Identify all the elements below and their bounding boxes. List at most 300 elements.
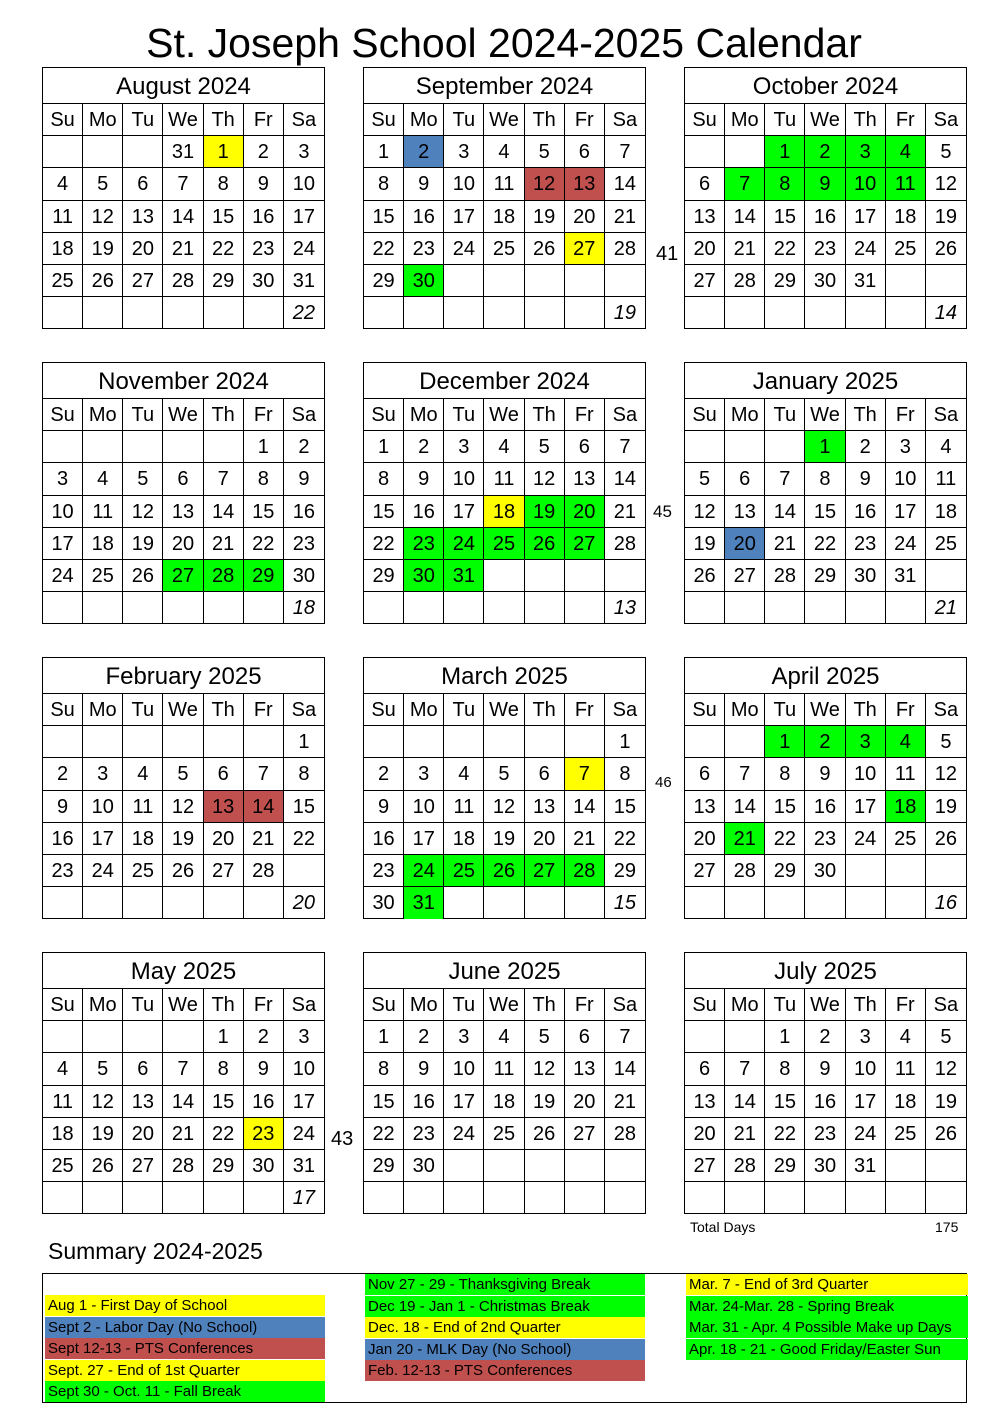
day-cell: 8 <box>765 1053 805 1085</box>
weekday-header: Tu <box>444 694 484 726</box>
day-cell: 17 <box>444 201 484 233</box>
month-title: February 2025 <box>43 658 324 694</box>
empty-cell <box>43 592 83 624</box>
day-cell: 11 <box>43 201 83 233</box>
day-cell: 30 <box>404 265 444 297</box>
weekday-header: Th <box>846 399 886 431</box>
weekday-header: Mo <box>83 694 123 726</box>
empty-cell <box>725 887 765 919</box>
legend-item: Aug 1 - First Day of School <box>45 1295 325 1316</box>
legend-item: Jan 20 - MLK Day (No School) <box>365 1339 645 1360</box>
empty-cell <box>886 297 926 329</box>
day-cell: 17 <box>444 1086 484 1118</box>
empty-cell <box>484 1182 524 1214</box>
legend-item: Nov 27 - 29 - Thanksgiving Break <box>365 1274 645 1295</box>
day-cell <box>163 1021 203 1053</box>
day-cell: 23 <box>284 528 324 560</box>
day-cell: 14 <box>605 168 645 200</box>
day-cell: 8 <box>805 463 845 495</box>
empty-cell <box>163 1182 203 1214</box>
weekday-header: We <box>163 694 203 726</box>
day-cell: 11 <box>926 463 966 495</box>
day-cell: 19 <box>83 233 123 265</box>
empty-cell <box>765 887 805 919</box>
day-cell: 25 <box>123 855 163 887</box>
weekday-header: Tu <box>444 104 484 136</box>
day-cell: 12 <box>685 496 725 528</box>
day-cell: 23 <box>805 233 845 265</box>
weekday-header: Sa <box>284 399 324 431</box>
empty-cell <box>404 1182 444 1214</box>
empty-cell <box>725 592 765 624</box>
day-cell <box>725 1021 765 1053</box>
day-cell <box>484 1150 524 1182</box>
day-cell: 18 <box>886 201 926 233</box>
day-cell: 26 <box>525 1118 565 1150</box>
day-cell: 22 <box>765 233 805 265</box>
weekday-header: We <box>805 399 845 431</box>
day-cell <box>43 1021 83 1053</box>
day-cell: 4 <box>484 1021 524 1053</box>
empty-cell <box>43 887 83 919</box>
day-cell: 25 <box>886 1118 926 1150</box>
day-cell <box>565 726 605 758</box>
month-calendar <box>42 67 325 329</box>
day-cell: 28 <box>725 1150 765 1182</box>
day-cell: 2 <box>846 431 886 463</box>
weekday-header: Th <box>525 989 565 1021</box>
empty-cell <box>565 592 605 624</box>
day-cell: 8 <box>284 758 324 790</box>
day-cell: 13 <box>565 463 605 495</box>
day-cell: 22 <box>364 1118 404 1150</box>
day-cell: 22 <box>284 823 324 855</box>
day-cell: 25 <box>444 855 484 887</box>
empty-cell <box>484 592 524 624</box>
day-cell: 24 <box>404 855 444 887</box>
day-cell: 10 <box>404 791 444 823</box>
page-title: St. Joseph School 2024-2025 Calendar <box>146 20 862 66</box>
day-cell: 20 <box>204 823 244 855</box>
day-cell: 29 <box>364 560 404 592</box>
day-cell <box>444 726 484 758</box>
legend-item: Feb. 12-13 - PTS Conferences <box>365 1360 645 1381</box>
month-title: December 2024 <box>364 363 645 399</box>
day-cell: 2 <box>404 136 444 168</box>
month-title: March 2025 <box>364 658 645 694</box>
day-cell: 15 <box>364 201 404 233</box>
day-cell: 25 <box>886 823 926 855</box>
month-total-days: 14 <box>934 302 958 325</box>
weekday-header: Sa <box>605 399 645 431</box>
day-cell: 27 <box>565 233 605 265</box>
day-cell: 7 <box>204 463 244 495</box>
day-cell <box>484 560 524 592</box>
day-cell: 7 <box>605 431 645 463</box>
month-title: August 2024 <box>43 68 324 104</box>
month-total-days: 16 <box>934 892 958 915</box>
month-title: January 2025 <box>685 363 966 399</box>
day-cell: 19 <box>926 1086 966 1118</box>
day-cell: 22 <box>765 823 805 855</box>
day-cell: 7 <box>725 168 765 200</box>
weekday-header: Fr <box>565 104 605 136</box>
day-cell: 24 <box>284 1118 324 1150</box>
day-cell: 6 <box>565 1021 605 1053</box>
day-cell: 4 <box>444 758 484 790</box>
day-cell: 21 <box>605 496 645 528</box>
day-cell <box>685 136 725 168</box>
weekday-header: Sa <box>605 989 645 1021</box>
day-cell: 28 <box>565 855 605 887</box>
day-cell: 7 <box>565 758 605 790</box>
day-cell: 29 <box>605 855 645 887</box>
day-cell <box>926 265 966 297</box>
day-cell: 24 <box>846 233 886 265</box>
day-cell: 26 <box>83 265 123 297</box>
day-cell: 12 <box>123 496 163 528</box>
day-cell: 28 <box>605 1118 645 1150</box>
day-cell: 1 <box>204 1021 244 1053</box>
empty-cell <box>204 592 244 624</box>
day-cell: 23 <box>404 233 444 265</box>
day-cell: 16 <box>404 496 444 528</box>
day-cell <box>926 855 966 887</box>
weekday-header: Th <box>204 104 244 136</box>
weekday-header: Mo <box>404 694 444 726</box>
day-cell <box>404 726 444 758</box>
day-cell: 27 <box>123 1150 163 1182</box>
day-cell <box>123 1021 163 1053</box>
day-cell: 1 <box>284 726 324 758</box>
day-cell: 1 <box>765 136 805 168</box>
day-cell: 28 <box>163 1150 203 1182</box>
day-cell <box>565 1150 605 1182</box>
day-cell: 6 <box>163 463 203 495</box>
weekday-header: Mo <box>404 989 444 1021</box>
month-calendar <box>363 67 646 329</box>
empty-cell <box>805 297 845 329</box>
day-cell: 6 <box>123 168 163 200</box>
day-cell: 22 <box>364 233 404 265</box>
day-cell: 23 <box>805 1118 845 1150</box>
weekday-header: We <box>805 989 845 1021</box>
day-cell: 10 <box>43 496 83 528</box>
month-total-days: 15 <box>613 892 637 915</box>
day-cell: 20 <box>123 233 163 265</box>
day-cell: 3 <box>43 463 83 495</box>
legend-item: Sept 30 - Oct. 11 - Fall Break <box>45 1381 325 1402</box>
day-cell: 17 <box>404 823 444 855</box>
empty-cell <box>886 592 926 624</box>
day-cell: 30 <box>846 560 886 592</box>
day-cell: 23 <box>244 233 284 265</box>
weekday-header: Fr <box>244 989 284 1021</box>
empty-cell <box>886 1182 926 1214</box>
empty-cell <box>244 592 284 624</box>
day-cell: 7 <box>765 463 805 495</box>
day-cell: 27 <box>685 1150 725 1182</box>
day-cell: 5 <box>484 758 524 790</box>
month-total-days: 22 <box>292 302 316 325</box>
day-cell: 26 <box>525 528 565 560</box>
day-cell: 19 <box>926 201 966 233</box>
day-cell: 25 <box>43 265 83 297</box>
weekday-header: Fr <box>244 399 284 431</box>
empty-cell <box>565 1182 605 1214</box>
day-cell: 23 <box>364 855 404 887</box>
empty-cell <box>846 592 886 624</box>
day-cell: 16 <box>805 201 845 233</box>
day-cell: 28 <box>725 855 765 887</box>
month-title: May 2025 <box>43 953 324 989</box>
empty-cell <box>163 887 203 919</box>
day-cell <box>685 431 725 463</box>
day-cell: 14 <box>565 791 605 823</box>
day-cell <box>846 855 886 887</box>
day-cell: 14 <box>605 1053 645 1085</box>
empty-cell <box>244 297 284 329</box>
day-cell: 2 <box>404 1021 444 1053</box>
day-cell: 4 <box>886 1021 926 1053</box>
day-cell <box>605 560 645 592</box>
day-cell: 27 <box>565 1118 605 1150</box>
day-cell: 28 <box>605 528 645 560</box>
day-cell: 29 <box>204 1150 244 1182</box>
day-cell: 11 <box>886 758 926 790</box>
empty-cell <box>364 297 404 329</box>
empty-cell <box>444 1182 484 1214</box>
month-total-days: 13 <box>613 597 637 620</box>
weekday-header: Tu <box>123 399 163 431</box>
day-cell: 19 <box>83 1118 123 1150</box>
day-cell: 30 <box>805 855 845 887</box>
day-cell: 17 <box>43 528 83 560</box>
day-cell: 19 <box>123 528 163 560</box>
weekday-header: Mo <box>83 104 123 136</box>
day-cell: 29 <box>364 1150 404 1182</box>
weekday-header: Mo <box>404 104 444 136</box>
weekday-header: Mo <box>725 399 765 431</box>
day-cell: 29 <box>204 265 244 297</box>
day-cell: 4 <box>123 758 163 790</box>
weekday-header: Sa <box>605 694 645 726</box>
empty-cell <box>805 887 845 919</box>
day-cell: 30 <box>284 560 324 592</box>
day-cell: 8 <box>364 463 404 495</box>
day-cell: 17 <box>83 823 123 855</box>
day-cell: 31 <box>886 560 926 592</box>
day-cell <box>163 431 203 463</box>
day-cell: 26 <box>525 233 565 265</box>
day-cell: 12 <box>83 201 123 233</box>
weekday-header: Su <box>43 989 83 1021</box>
weekday-header: We <box>805 694 845 726</box>
day-cell: 8 <box>765 168 805 200</box>
day-cell: 18 <box>43 233 83 265</box>
day-cell <box>123 136 163 168</box>
day-cell: 11 <box>484 1053 524 1085</box>
day-cell: 19 <box>525 496 565 528</box>
day-cell <box>83 726 123 758</box>
day-cell: 10 <box>444 168 484 200</box>
weekday-header: Fr <box>244 694 284 726</box>
day-cell: 9 <box>404 463 444 495</box>
day-cell: 7 <box>605 1021 645 1053</box>
day-cell: 1 <box>605 726 645 758</box>
day-cell: 5 <box>123 463 163 495</box>
day-cell: 15 <box>765 1086 805 1118</box>
day-cell: 20 <box>525 823 565 855</box>
day-cell: 31 <box>846 265 886 297</box>
day-cell: 16 <box>805 791 845 823</box>
day-cell: 12 <box>163 791 203 823</box>
day-cell <box>886 265 926 297</box>
legend-item: Mar. 31 - Apr. 4 Possible Make up Days <box>686 1317 968 1338</box>
legend-item: Mar. 7 - End of 3rd Quarter <box>686 1274 968 1295</box>
day-cell: 13 <box>725 496 765 528</box>
month-title: September 2024 <box>364 68 645 104</box>
day-cell: 19 <box>163 823 203 855</box>
day-cell <box>43 726 83 758</box>
quarter-total-2: 45 <box>653 502 672 521</box>
day-cell: 24 <box>444 233 484 265</box>
day-cell <box>926 1150 966 1182</box>
day-cell: 28 <box>204 560 244 592</box>
day-cell: 13 <box>565 1053 605 1085</box>
day-cell <box>444 1150 484 1182</box>
day-cell: 27 <box>204 855 244 887</box>
day-cell: 31 <box>284 265 324 297</box>
day-cell: 30 <box>404 1150 444 1182</box>
weekday-header: Su <box>43 399 83 431</box>
day-cell: 12 <box>926 1053 966 1085</box>
day-cell: 13 <box>123 201 163 233</box>
day-cell: 4 <box>886 136 926 168</box>
day-cell: 20 <box>123 1118 163 1150</box>
day-cell: 25 <box>43 1150 83 1182</box>
empty-cell <box>123 592 163 624</box>
day-cell: 16 <box>846 496 886 528</box>
weekday-header: We <box>163 989 203 1021</box>
empty-cell <box>846 887 886 919</box>
day-cell: 15 <box>204 1086 244 1118</box>
summary-legend <box>42 1273 967 1403</box>
day-cell: 30 <box>364 887 404 919</box>
day-cell: 13 <box>123 1086 163 1118</box>
weekday-header: Th <box>525 399 565 431</box>
month-title: June 2025 <box>364 953 645 989</box>
day-cell: 15 <box>244 496 284 528</box>
month-calendar <box>684 657 967 919</box>
weekday-header: Su <box>364 104 404 136</box>
day-cell: 23 <box>244 1118 284 1150</box>
day-cell: 6 <box>565 431 605 463</box>
day-cell <box>886 855 926 887</box>
day-cell: 2 <box>244 1021 284 1053</box>
day-cell <box>525 887 565 919</box>
day-cell: 28 <box>765 560 805 592</box>
day-cell: 19 <box>525 1086 565 1118</box>
weekday-header: Th <box>525 694 565 726</box>
day-cell: 26 <box>83 1150 123 1182</box>
day-cell: 16 <box>244 1086 284 1118</box>
day-cell: 16 <box>284 496 324 528</box>
weekday-header: Tu <box>765 989 805 1021</box>
weekday-header: Sa <box>605 104 645 136</box>
empty-cell <box>204 887 244 919</box>
day-cell: 26 <box>163 855 203 887</box>
day-cell: 27 <box>123 265 163 297</box>
weekday-header: Th <box>846 104 886 136</box>
month-title: July 2025 <box>685 953 966 989</box>
day-cell: 13 <box>525 791 565 823</box>
day-cell: 14 <box>244 791 284 823</box>
day-cell: 22 <box>765 1118 805 1150</box>
day-cell <box>565 887 605 919</box>
day-cell: 5 <box>926 726 966 758</box>
day-cell <box>364 726 404 758</box>
quarter-total-1: 41 <box>656 243 679 265</box>
empty-cell <box>163 297 203 329</box>
day-cell: 27 <box>565 528 605 560</box>
day-cell <box>123 726 163 758</box>
weekday-header: Th <box>846 694 886 726</box>
day-cell <box>725 726 765 758</box>
day-cell: 5 <box>525 1021 565 1053</box>
day-cell: 28 <box>163 265 203 297</box>
day-cell: 1 <box>364 1021 404 1053</box>
empty-cell <box>765 1182 805 1214</box>
day-cell <box>926 560 966 592</box>
month-title: November 2024 <box>43 363 324 399</box>
day-cell: 29 <box>765 1150 805 1182</box>
day-cell <box>83 136 123 168</box>
total-days-value: 175 <box>935 1219 959 1235</box>
day-cell: 16 <box>404 201 444 233</box>
weekday-header: We <box>484 104 524 136</box>
day-cell: 30 <box>244 1150 284 1182</box>
day-cell: 10 <box>846 168 886 200</box>
day-cell: 13 <box>163 496 203 528</box>
day-cell: 21 <box>163 1118 203 1150</box>
quarter-total-3: 46 <box>655 774 672 791</box>
day-cell: 22 <box>204 1118 244 1150</box>
day-cell: 8 <box>765 758 805 790</box>
month-total-days <box>605 1182 645 1214</box>
day-cell: 10 <box>444 1053 484 1085</box>
day-cell: 7 <box>725 758 765 790</box>
day-cell: 6 <box>204 758 244 790</box>
legend-item: Dec 19 - Jan 1 - Christmas Break <box>365 1296 645 1317</box>
weekday-header: Su <box>685 104 725 136</box>
day-cell: 19 <box>685 528 725 560</box>
day-cell: 15 <box>364 496 404 528</box>
weekday-header: Tu <box>444 989 484 1021</box>
summary-title: Summary 2024-2025 <box>48 1238 263 1264</box>
day-cell: 18 <box>484 201 524 233</box>
weekday-header: Mo <box>725 989 765 1021</box>
day-cell: 17 <box>444 496 484 528</box>
empty-cell <box>163 592 203 624</box>
day-cell: 4 <box>484 136 524 168</box>
day-cell: 4 <box>484 431 524 463</box>
weekday-header: We <box>163 104 203 136</box>
day-cell: 18 <box>484 1086 524 1118</box>
weekday-header: Tu <box>765 694 805 726</box>
day-cell: 27 <box>163 560 203 592</box>
day-cell: 26 <box>484 855 524 887</box>
